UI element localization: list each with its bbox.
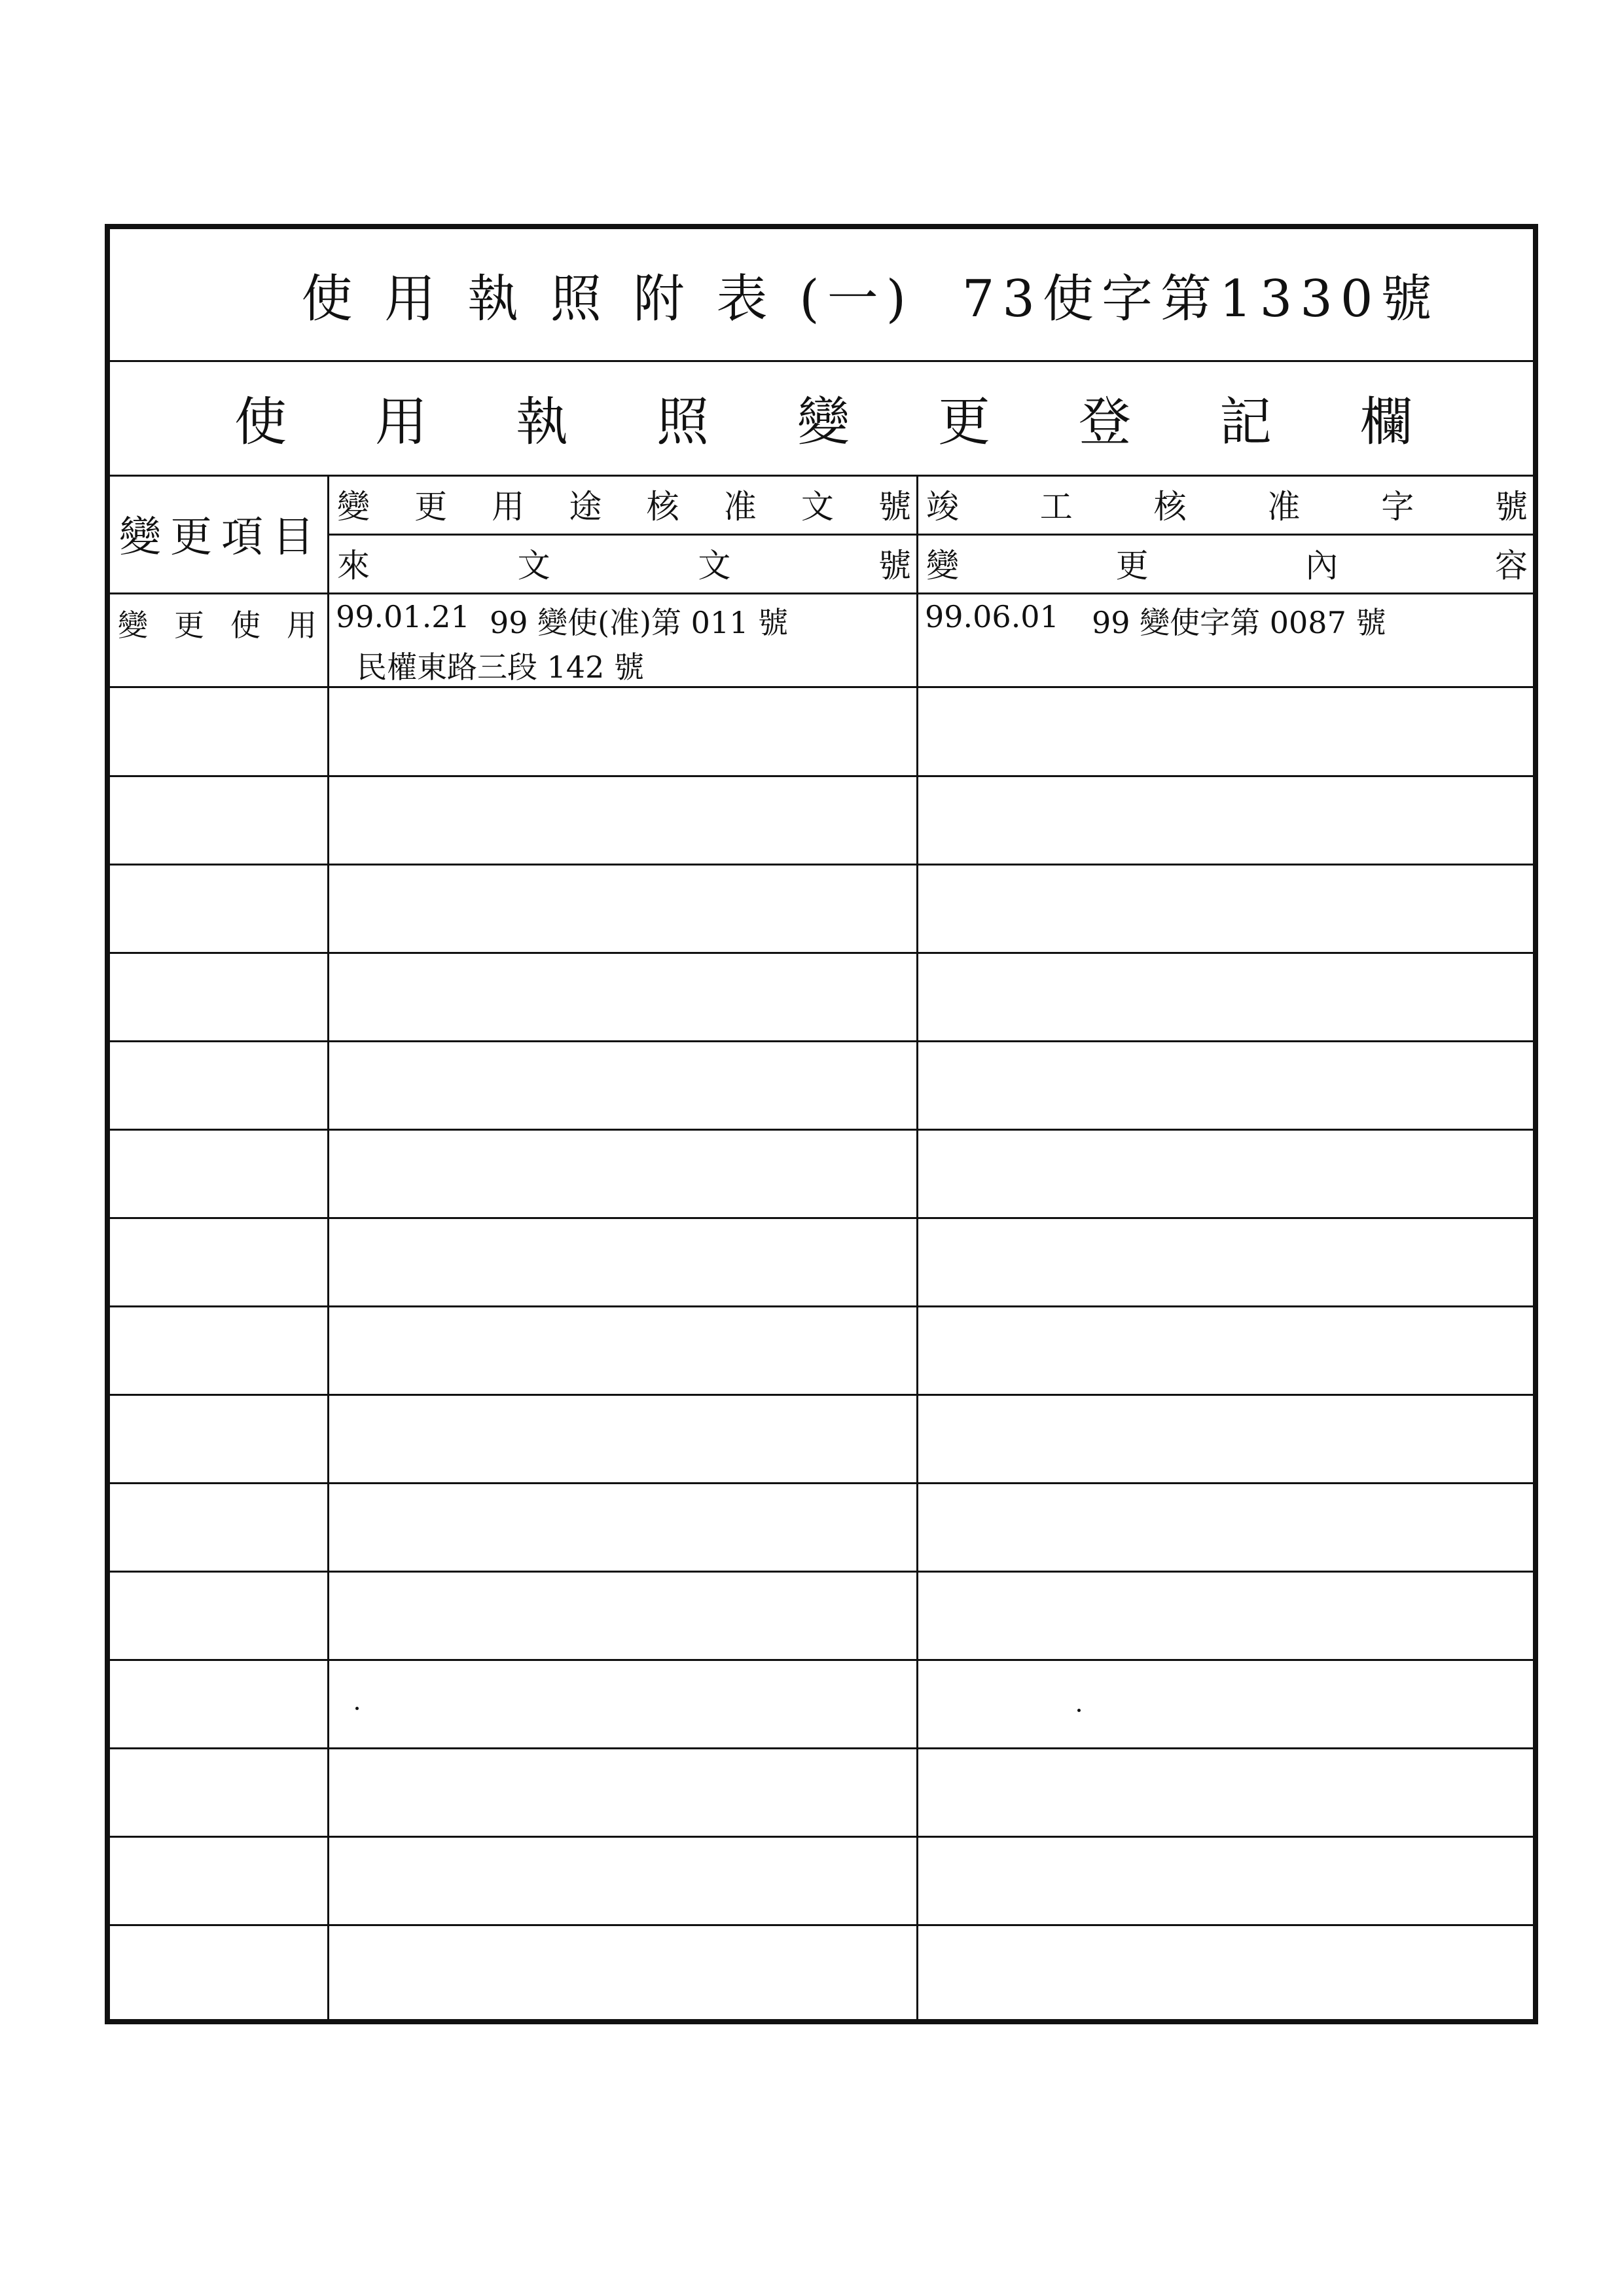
approval-doc-cell [329, 1749, 918, 1836]
completion-cell [918, 1749, 1533, 1836]
change-item-cell [110, 592, 329, 686]
approval-doc-cell [329, 1661, 918, 1747]
approval-doc-cell [329, 1926, 918, 2019]
banner-char: 使 [234, 392, 287, 452]
table-row [110, 1573, 1533, 1661]
header-char: 內 [1305, 547, 1339, 585]
change-item-cell [110, 1131, 329, 1217]
banner-title [234, 380, 1412, 455]
completion-cell [918, 1573, 1533, 1659]
change-item-cell [110, 1749, 329, 1836]
banner-char: 登 [1079, 392, 1131, 452]
table-row [110, 1307, 1533, 1396]
table-row [110, 1749, 1533, 1838]
header-incoming-doc-no [329, 534, 916, 592]
header-char: 准 [1267, 488, 1301, 526]
completion-cell [918, 866, 1533, 952]
completion-cell [918, 592, 1533, 686]
approval-doc-cell [329, 1307, 918, 1394]
header-char: 更 [1115, 547, 1149, 585]
completion-cell [918, 954, 1533, 1040]
approval-doc-cell [329, 1131, 918, 1217]
banner-char: 照 [656, 392, 709, 452]
change-item-cell [110, 1219, 329, 1305]
header-char: 變 [119, 513, 161, 562]
table-row [110, 866, 1533, 954]
change-item-cell [110, 777, 329, 864]
form-title-row [110, 229, 1533, 362]
approval-doc-cell [329, 777, 918, 864]
approval-date: 99.01.21 [336, 599, 470, 634]
change-item-cell [110, 1838, 329, 1924]
address-text: 民權東路三段 142 號 [357, 649, 645, 685]
approval-doc-cell [329, 688, 918, 775]
change-item-cell [110, 1307, 329, 1394]
header-char: 用 [492, 488, 525, 526]
approval-number: 99 變使(准)第 011 號 [490, 605, 789, 640]
header-char: 號 [878, 547, 911, 585]
header-char: 來 [337, 547, 370, 585]
change-item-cell [110, 688, 329, 775]
completion-cell [918, 1661, 1533, 1747]
table-row [110, 1042, 1533, 1131]
header-char: 准 [723, 488, 757, 526]
table-row [110, 1219, 1533, 1307]
completion-cell [918, 1307, 1533, 1394]
table-row [110, 1484, 1533, 1573]
completion-cell [918, 688, 1533, 775]
header-char: 工 [1039, 488, 1073, 526]
header-char: 核 [1153, 488, 1187, 526]
header-char: 更 [170, 513, 212, 562]
banner-char: 欄 [1360, 392, 1412, 452]
change-item-cell [110, 866, 329, 952]
table-row [110, 1926, 1533, 2019]
header-char: 竣 [926, 488, 959, 526]
header-change-content [918, 534, 1533, 592]
table-row [110, 1131, 1533, 1219]
header-char: 容 [1494, 547, 1528, 585]
change-item-text [118, 602, 317, 645]
approval-doc-cell [329, 1573, 918, 1659]
item-char: 使 [230, 608, 261, 643]
completion-cell [918, 1484, 1533, 1571]
header-middle-column [329, 475, 918, 592]
approval-doc-cell [329, 954, 918, 1040]
banner-char: 記 [1219, 392, 1272, 452]
header-char: 項 [221, 513, 263, 562]
header-completion-no [918, 475, 1533, 536]
column-header-row [110, 475, 1533, 594]
header-char: 變 [926, 547, 959, 585]
table-row [110, 1838, 1533, 1926]
header-char: 字 [1381, 488, 1414, 526]
change-item-cell [110, 1661, 329, 1747]
approval-doc-cell [329, 1838, 918, 1924]
item-char: 用 [287, 608, 317, 643]
change-item-cell [110, 1573, 329, 1659]
banner-char: 變 [797, 392, 850, 452]
table-row [110, 1396, 1533, 1484]
table-row [110, 777, 1533, 866]
scan-speck [1077, 1709, 1081, 1712]
approval-doc-cell [329, 1042, 918, 1129]
completion-cell [918, 1042, 1533, 1129]
item-char: 變 [118, 608, 148, 643]
header-char: 變 [337, 488, 370, 526]
header-char: 更 [414, 488, 448, 526]
header-char: 核 [646, 488, 679, 526]
approval-doc-cell [329, 592, 918, 686]
header-char: 號 [878, 488, 911, 526]
change-item-cell [110, 1042, 329, 1129]
completion-number: 99 變使字第 0087 號 [1092, 605, 1386, 640]
change-item-cell [110, 1396, 329, 1482]
approval-doc-cell [329, 1396, 918, 1482]
header-char: 目 [272, 513, 314, 562]
header-char: 號 [1494, 488, 1528, 526]
table-row [110, 1661, 1533, 1749]
header-change-item [110, 475, 329, 592]
form-title: 使 用 執 照 附 表 (一) 73使字第1330號 [301, 270, 1440, 329]
header-char: 文 [800, 488, 834, 526]
change-item-cell [110, 1484, 329, 1571]
change-item-cell [110, 1926, 329, 2019]
header-char: 文 [698, 547, 731, 585]
completion-cell [918, 1131, 1533, 1217]
table-row [110, 688, 1533, 777]
header-char: 文 [517, 547, 550, 585]
change-item-cell [110, 954, 329, 1040]
scan-speck [355, 1707, 359, 1710]
banner-row [110, 360, 1533, 477]
completion-cell [918, 1926, 1533, 2019]
completion-cell [918, 1219, 1533, 1305]
header-char: 途 [569, 488, 602, 526]
table-row [110, 592, 1533, 688]
banner-char: 執 [516, 392, 568, 452]
registration-form [105, 224, 1538, 2024]
completion-cell [918, 777, 1533, 864]
header-right-column [918, 475, 1533, 592]
banner-char: 用 [375, 392, 427, 452]
approval-doc-cell [329, 1484, 918, 1571]
completion-cell [918, 1838, 1533, 1924]
header-approval-doc-no [329, 475, 916, 536]
banner-char: 更 [938, 392, 990, 452]
table-row [110, 954, 1533, 1042]
completion-cell [918, 1396, 1533, 1482]
item-char: 更 [174, 608, 204, 643]
approval-doc-cell [329, 866, 918, 952]
approval-doc-cell [329, 1219, 918, 1305]
completion-date: 99.06.01 [925, 599, 1059, 634]
